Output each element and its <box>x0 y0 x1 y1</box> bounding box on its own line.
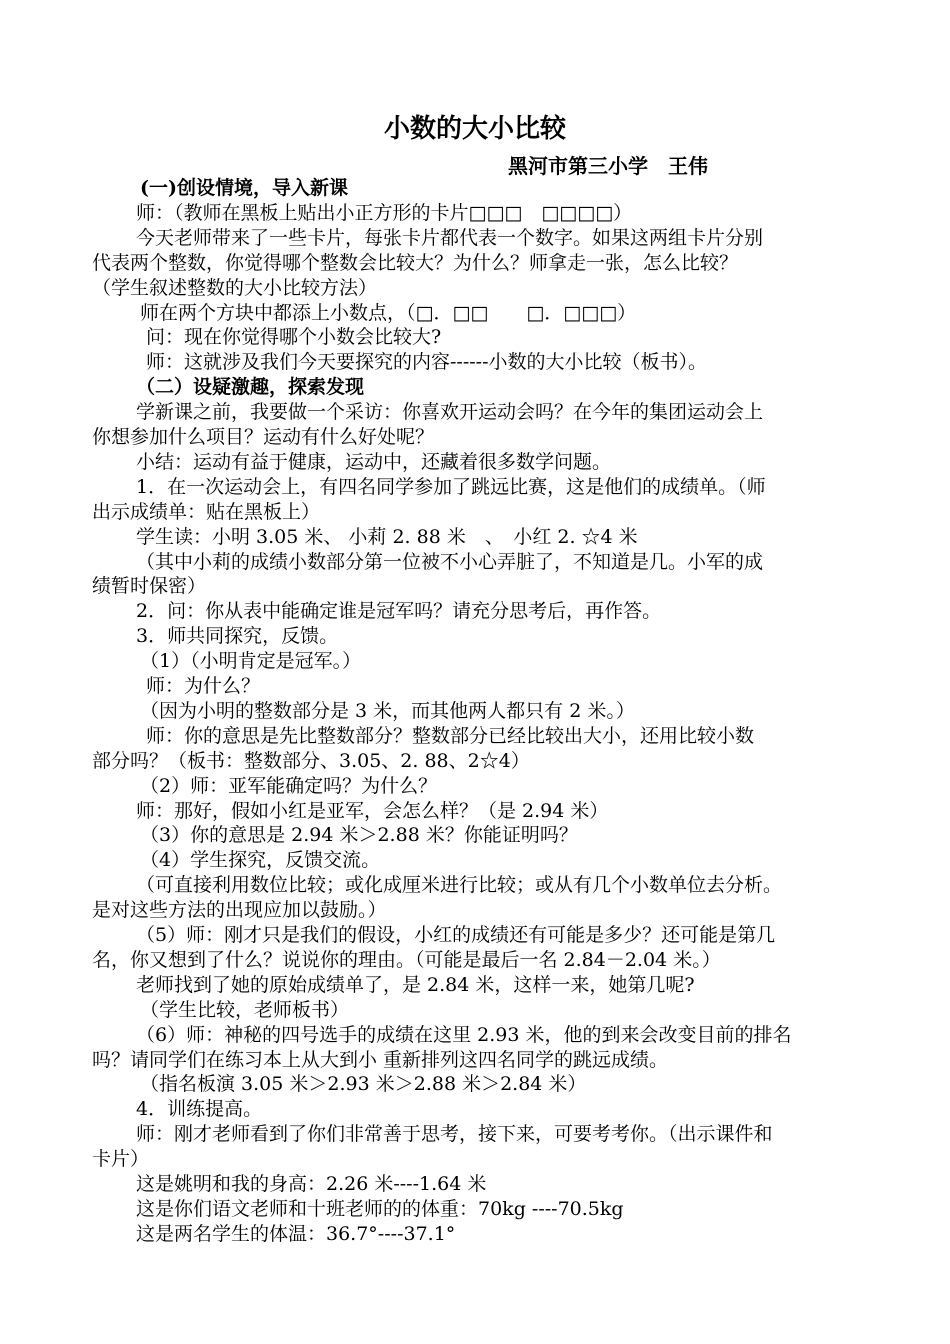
text-line: 师：（教师在黑板上贴出小正方形的卡片□□□ □□□□） <box>136 202 633 224</box>
text-line: 吗？请同学们在练习本上从大到小 重新排列这四名同学的跳远成绩。 <box>92 1049 669 1071</box>
text-line: 师：刚才老师看到了你们非常善于思考，接下来，可要考考你。（出示课件和 <box>136 1123 773 1145</box>
text-line: （1）（小明肯定是冠军。） <box>140 650 362 672</box>
text-line: 2．问：你从表中能确定谁是冠军吗？请充分思考后，再作答。 <box>136 600 662 622</box>
text-line: 4．训练提高。 <box>136 1098 263 1120</box>
section-heading: （二）设疑激趣，探索发现 <box>136 376 365 398</box>
text-line: 代表两个整数，你觉得哪个整数会比较大？为什么？师拿走一张，怎么比较？ <box>92 252 739 274</box>
text-line: （3）你的意思是 2.94 米＞2.88 米？你能证明吗？ <box>140 824 578 846</box>
text-line: 卡片） <box>92 1148 150 1170</box>
text-line: （可直接利用数位比较；或化成厘米进行比较；或从有几个小数单位去分析。 <box>136 874 783 896</box>
document-title: 小数的大小比较 <box>383 114 566 144</box>
text-line: 这是姚明和我的身高：2.26 米----1.64 米 <box>136 1173 487 1195</box>
text-line: 3．师共同探究，反馈。 <box>136 625 339 647</box>
text-line: （学生比较，老师板书） <box>140 999 350 1021</box>
text-line: （因为小明的整数部分是 3 米，而其他两人都只有 2 米。） <box>140 700 635 722</box>
text-line: 名，你又想到了什么？说说你的理由。（可能是最后一名 2.84－2.04 米。） <box>92 949 721 971</box>
text-line: 绩暂时保密） <box>92 575 207 597</box>
text-line: 师在两个方块中都添上小数点，（□．□□ □．□□□） <box>140 302 637 324</box>
text-line: 今天老师带来了一些卡片，每张卡片都代表一个数字。如果这两组卡片分别 <box>136 227 764 249</box>
section-heading: (一)创设情境，导入新课 <box>140 177 348 199</box>
text-line: 出示成绩单：贴在黑板上） <box>92 501 321 523</box>
document-author: 黑河市第三小学 王伟 <box>508 154 708 178</box>
text-line: 师：你的意思是先比整数部分？整数部分已经比较出大小，还用比较小数 <box>146 725 755 747</box>
text-line: 学生读：小明 3.05 米、 小莉 2. 88 米 、 小红 2. ☆4 米 <box>136 526 638 548</box>
text-line: 师：那好，假如小红是亚军，会怎么样？（是 2.94 米） <box>136 800 609 822</box>
text-line: 这是两名学生的体温：36.7°----37.1° <box>136 1223 456 1245</box>
text-line: 师：为什么？ <box>146 675 261 697</box>
text-line: （指名板演 3.05 米＞2.93 米＞2.88 米＞2.84 米） <box>140 1073 587 1095</box>
text-line: 1．在一次运动会上，有四名同学参加了跳远比赛，这是他们的成绩单。（师 <box>136 476 766 498</box>
text-line: （2）师：亚军能确定吗？为什么？ <box>140 775 438 797</box>
text-line: 学新课之前，我要做一个采访：你喜欢开运动会吗？在今年的集团运动会上 <box>136 401 764 423</box>
text-line: （6）师：神秘的四号选手的成绩在这里 2.93 米，他的到来会改变目前的排名 <box>136 1024 792 1046</box>
text-line: 师：这就涉及我们今天要探究的内容------小数的大小比较（板书）。 <box>146 351 708 373</box>
text-line: （其中小莉的成绩小数部分第一位被不小心弄脏了，不知道是几。小军的成 <box>136 551 764 573</box>
text-line: （学生叙述整数的大小比较方法） <box>92 277 378 299</box>
text-line: （4）学生探究，反馈交流。 <box>140 849 381 871</box>
text-line: 小结：运动有益于健康，运动中，还藏着很多数学问题。 <box>136 451 612 473</box>
text-line: 老师找到了她的原始成绩单了，是 2.84 米，这样一来，她第几呢? <box>136 974 695 996</box>
text-line: 这是你们语文老师和十班老师的的体重：70kg ----70.5kg <box>136 1198 624 1220</box>
text-line: 问：现在你觉得哪个小数会比较大? <box>146 326 442 348</box>
text-line: 部分吗？（板书：整数部分、3.05、2. 88、2☆4） <box>92 750 530 772</box>
text-line: （5）师：刚才只是我们的假设，小红的成绩还有可能是多少？还可能是第几 <box>136 924 776 946</box>
text-line: 是对这些方法的出现应加以鼓励。） <box>92 899 387 921</box>
text-line: 你想参加什么项目？运动有什么好处呢？ <box>92 426 435 448</box>
